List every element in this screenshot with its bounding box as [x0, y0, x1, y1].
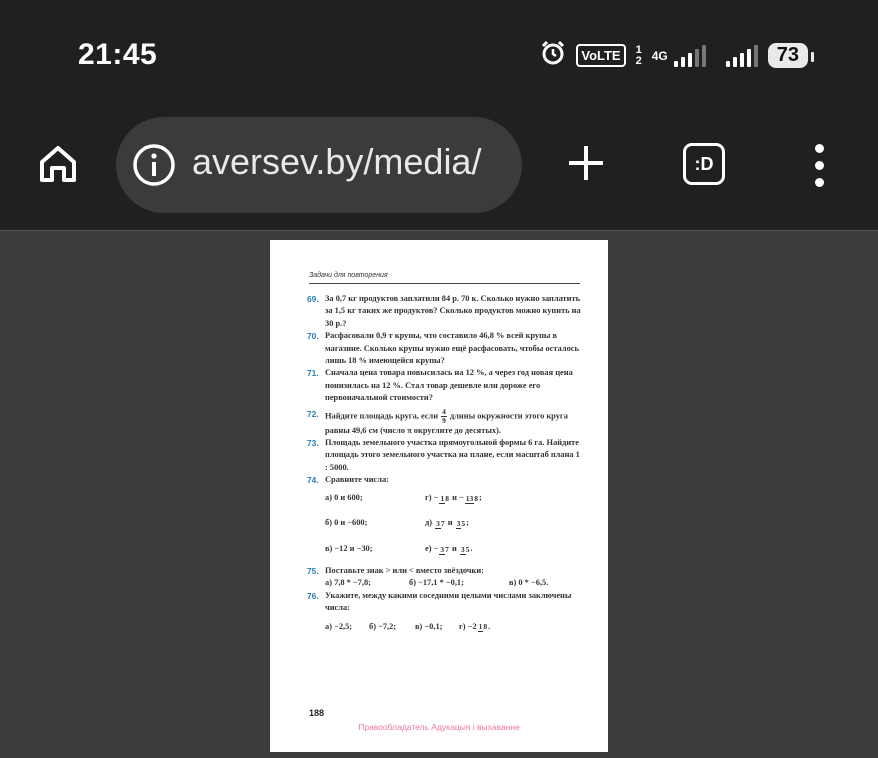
problem-69: 69. За 0,7 кг продуктов заплатили 84 р. 70 к. Сколько нужно заплатить за 1,5 кг таких же продуктов? Сколько продуктов можно купить на 30 р.?: [307, 294, 581, 328]
signal-2-icon: [726, 45, 758, 67]
fraction: $\frac{4}{9}$: [442, 406, 446, 425]
problem-74-row-2: б) 0 и −600; д) 37 и 35 ;: [325, 518, 469, 528]
network-type: 4G: [651, 48, 668, 63]
problem-74-row-1: а) 0 и 600; г) − 18 и − 138 ;: [325, 493, 482, 503]
alarm-icon: [540, 40, 566, 71]
volte-badge: VoLTE: [576, 44, 625, 67]
problem-75-options: а) 7,8 * −7,8; б) −17,1 * −0,1; в) 0 * −6,5.: [325, 578, 549, 588]
pdf-page: [270, 240, 608, 752]
info-icon[interactable]: [131, 142, 177, 193]
more-vert-icon[interactable]: [812, 144, 826, 195]
sim-indicator: 1 2: [635, 43, 642, 67]
battery-indicator: 73: [768, 43, 808, 68]
signal-1-icon: [674, 45, 706, 67]
problem-72: 72. Найдите площадь круга, если $\frac{4}{9}$ длины окружности этого круга равны 49,6 см (число π округлите до десятых).: [307, 406, 568, 435]
problem-list: [307, 293, 582, 640]
problem-70: 70. Расфасовали 0,9 т крупы, что составило 46,8 % всей крупы в магазине. Сколько крупы нужно ещё расфасовать, чтобы осталось лишь 18 % имеющейся крупы?: [307, 331, 579, 366]
header-rule: [309, 283, 580, 284]
browser-toolbar: [0, 110, 878, 230]
status-icons: [540, 40, 808, 71]
copyright-watermark: Правообладатель Адукацыя і выхаванне: [358, 722, 520, 732]
tab-switcher-button[interactable]: :D: [683, 143, 725, 185]
problem-76: 76. Укажите, между какими соседними целыми числами заключены числа:: [307, 590, 572, 612]
problem-71: 71. Сначала цена товара повысилась на 12 %, а через год новая цена понизилась на 12 %. Стал товар дешевле или дороже его первоначальной стоимости?: [307, 368, 573, 403]
url-text: aversev.by/media/: [192, 141, 482, 182]
page-number: 188: [309, 708, 325, 718]
status-bar: [0, 0, 878, 110]
problem-75: 75. Поставьте знак > или < вместо звёздочки:: [307, 565, 484, 576]
address-bar[interactable]: [116, 117, 522, 213]
new-tab-button[interactable]: [566, 143, 606, 188]
problem-76-options: а) −2,5; б) −7,2; в) −0,1; г) −2 18 .: [325, 622, 491, 632]
problem-74-row-3: в) −12 и −30; е) − 37 и 35 .: [325, 544, 473, 554]
page-header: Задачи для повторения: [309, 272, 388, 279]
home-icon[interactable]: [36, 142, 80, 191]
status-time: 21:45: [78, 38, 158, 71]
problem-73: 73. Площадь земельного участка прямоугольной формы 6 га. Найдите площадь этого земельного участка на плане, если масштаб плана 1 : 5000.: [307, 438, 580, 472]
problem-74: 74. Сравните числа:: [307, 475, 389, 486]
